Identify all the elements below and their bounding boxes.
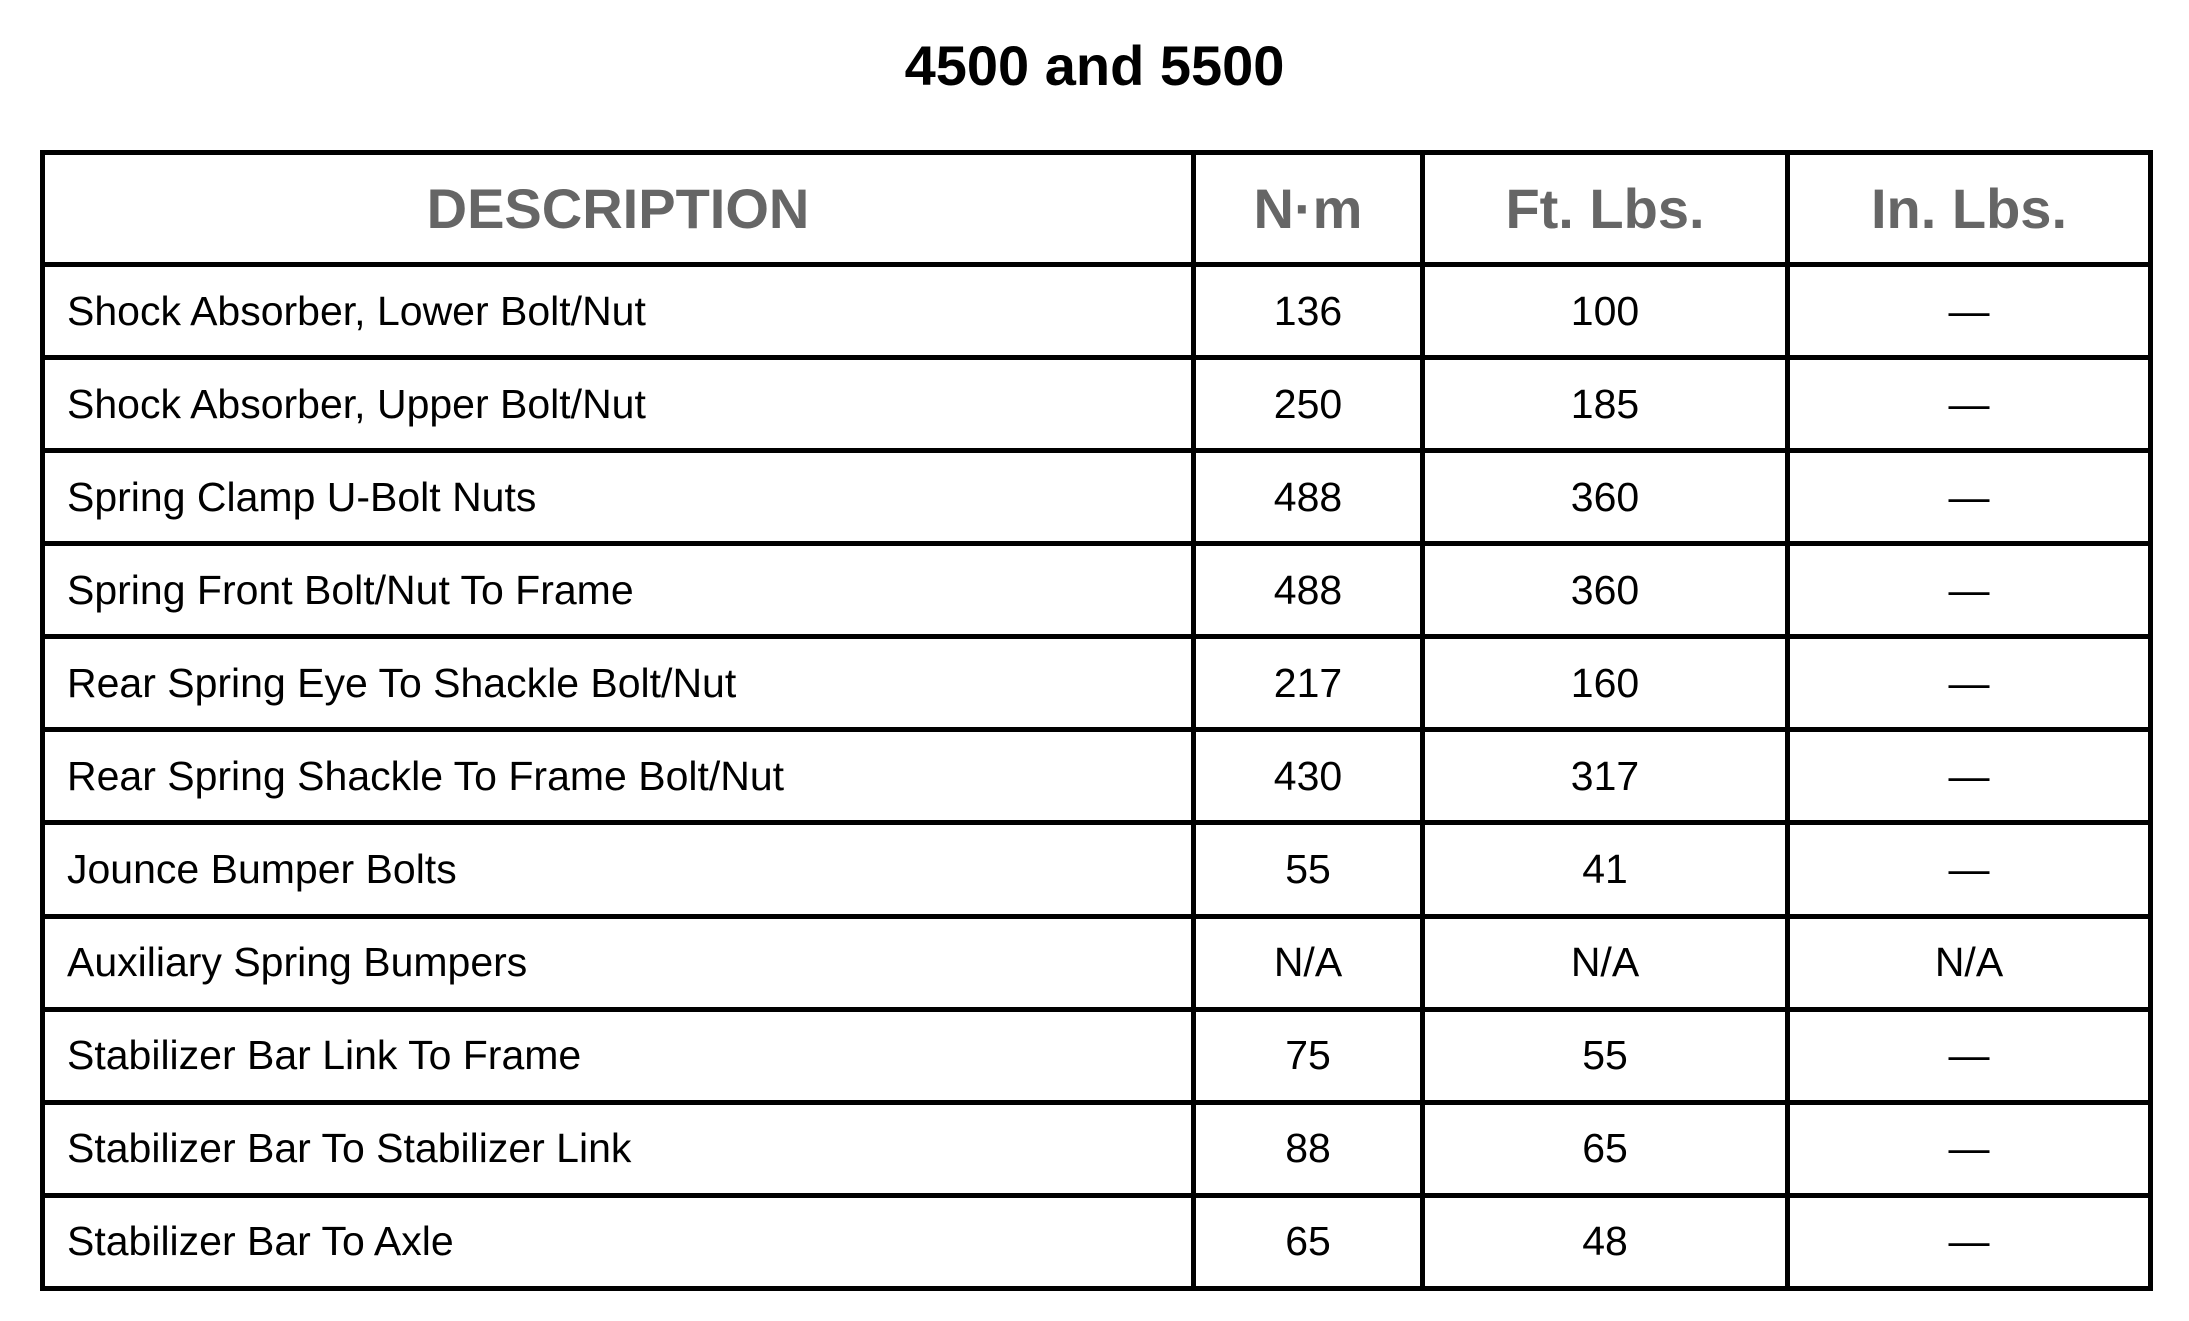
cell-nm: 488 [1194,544,1423,637]
cell-nm: 430 [1194,730,1423,823]
cell-description: Jounce Bumper Bolts [43,823,1194,916]
cell-in-lbs: — [1788,1009,2151,1102]
torque-spec-table [40,150,2153,1291]
table-row [43,1102,2151,1195]
table-row [43,451,2151,544]
cell-description: Stabilizer Bar To Stabilizer Link [43,1102,1194,1195]
table-row [43,916,2151,1009]
cell-nm: 136 [1194,265,1423,358]
table-row [43,1009,2151,1102]
cell-in-lbs: — [1788,1102,2151,1195]
cell-ft-lbs: 100 [1423,265,1788,358]
table-row [43,358,2151,451]
cell-description: Stabilizer Bar To Axle [43,1195,1194,1288]
cell-in-lbs: — [1788,451,2151,544]
cell-description: Shock Absorber, Upper Bolt/Nut [43,358,1194,451]
cell-in-lbs: — [1788,730,2151,823]
cell-description: Spring Clamp U-Bolt Nuts [43,451,1194,544]
cell-description: Rear Spring Shackle To Frame Bolt/Nut [43,730,1194,823]
cell-nm: 488 [1194,451,1423,544]
table-row [43,265,2151,358]
cell-nm: 65 [1194,1195,1423,1288]
cell-nm: N/A [1194,916,1423,1009]
header-in-lbs: In. Lbs. [1788,153,2151,265]
cell-ft-lbs: 360 [1423,451,1788,544]
cell-description: Stabilizer Bar Link To Frame [43,1009,1194,1102]
cell-ft-lbs: N/A [1423,916,1788,1009]
cell-description: Auxiliary Spring Bumpers [43,916,1194,1009]
table-row [43,544,2151,637]
cell-ft-lbs: 48 [1423,1195,1788,1288]
page-title: 4500 and 5500 [904,34,1285,97]
cell-ft-lbs: 160 [1423,637,1788,730]
cell-ft-lbs: 185 [1423,358,1788,451]
cell-in-lbs: — [1788,544,2151,637]
cell-description: Spring Front Bolt/Nut To Frame [43,544,1194,637]
cell-nm: 88 [1194,1102,1423,1195]
cell-description: Shock Absorber, Lower Bolt/Nut [43,265,1194,358]
cell-nm: 55 [1194,823,1423,916]
cell-in-lbs: — [1788,637,2151,730]
cell-ft-lbs: 55 [1423,1009,1788,1102]
cell-ft-lbs: 65 [1423,1102,1788,1195]
table-row [43,730,2151,823]
cell-ft-lbs: 317 [1423,730,1788,823]
cell-ft-lbs: 360 [1423,544,1788,637]
table-row [43,1195,2151,1288]
cell-description: Rear Spring Eye To Shackle Bolt/Nut [43,637,1194,730]
table-header-row [43,153,2151,265]
cell-in-lbs: — [1788,1195,2151,1288]
table-row [43,637,2151,730]
cell-in-lbs: — [1788,358,2151,451]
cell-in-lbs: — [1788,265,2151,358]
cell-in-lbs: — [1788,823,2151,916]
cell-ft-lbs: 41 [1423,823,1788,916]
header-description: DESCRIPTION [43,153,1194,265]
cell-nm: 250 [1194,358,1423,451]
header-ft-lbs: Ft. Lbs. [1423,153,1788,265]
header-nm: N·m [1194,153,1423,265]
cell-in-lbs: N/A [1788,916,2151,1009]
cell-nm: 75 [1194,1009,1423,1102]
cell-nm: 217 [1194,637,1423,730]
table-row [43,823,2151,916]
